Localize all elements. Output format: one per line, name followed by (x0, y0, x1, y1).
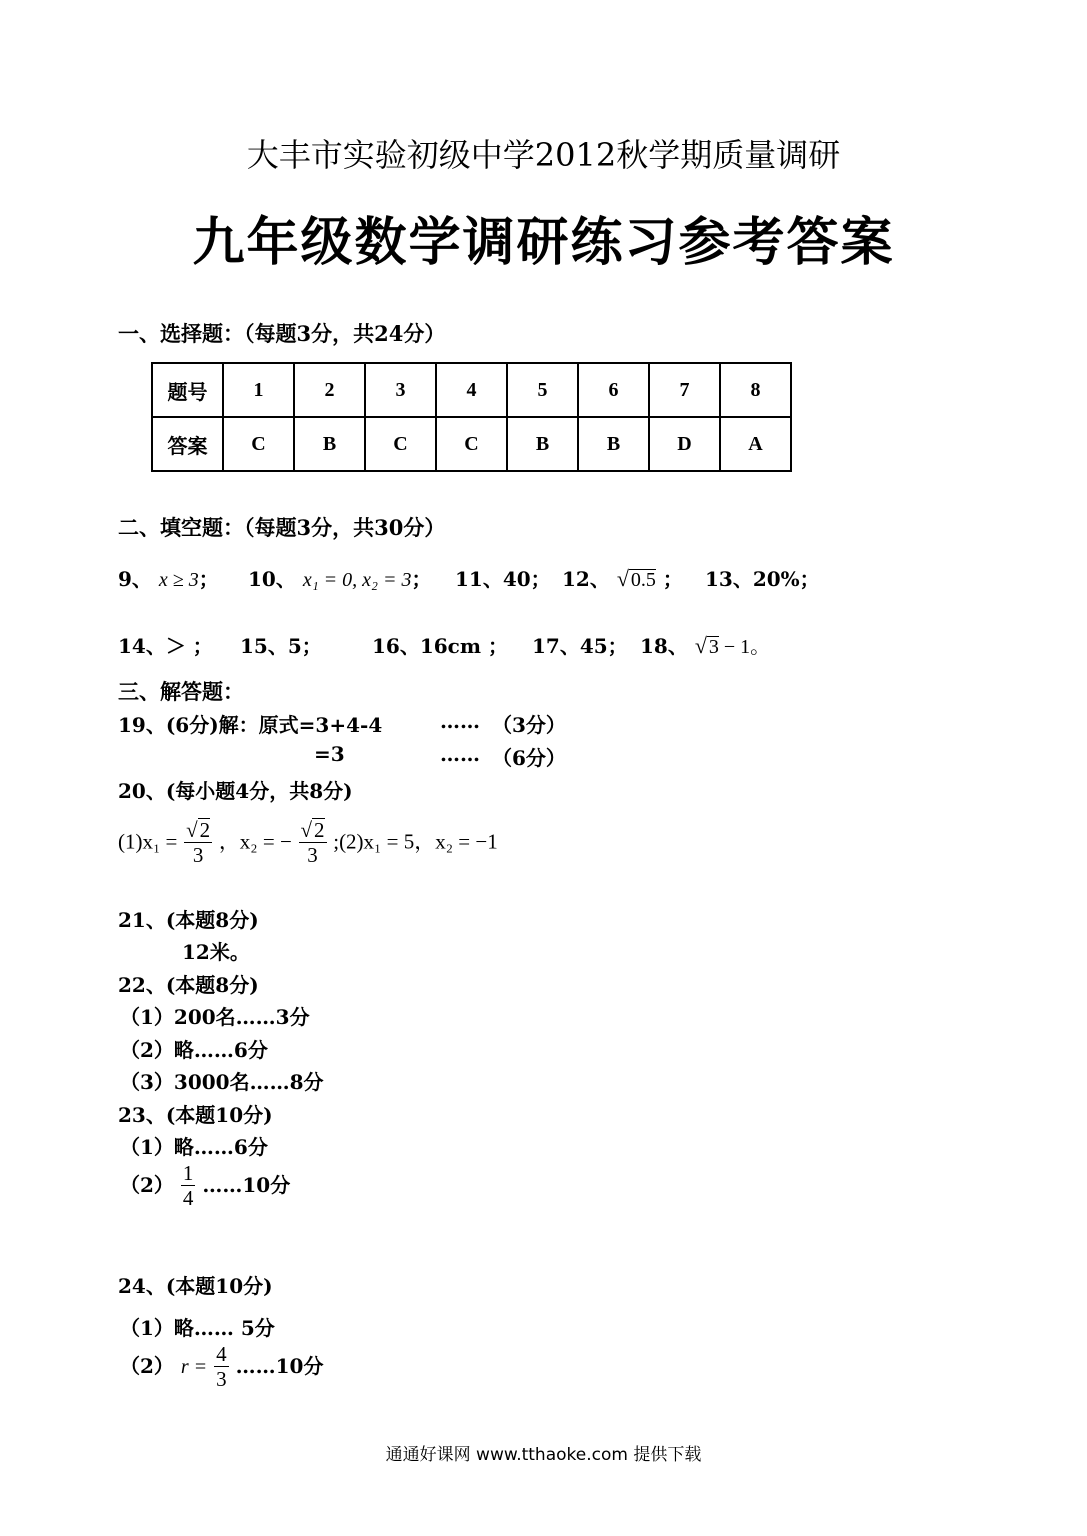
table-cell: 2 (294, 363, 365, 417)
answer-table (151, 362, 792, 472)
q13: 13、20%； (705, 567, 820, 591)
q23-part1: （1）略……6分 (120, 1135, 268, 1159)
q9: 9、 x ≥ 3； (118, 567, 219, 591)
page-title: 九年级数学调研练习参考答案 (192, 213, 895, 273)
q11: 11、40； (455, 567, 551, 591)
q20-answer (118, 818, 498, 868)
footer-text: 通通好课网 www.tthaoke.com 提供下载 (385, 1445, 702, 1465)
q24-part1: （1）略…… 5分 (120, 1316, 275, 1340)
q12-label: 12、 (562, 567, 610, 591)
q22-part3: （3）3000名……8分 (120, 1070, 324, 1094)
table-cell: 6 (578, 363, 649, 417)
q20-part3: ;(2)x₁ = 5，x₂ = −1 (333, 829, 498, 854)
section3-heading: 三、解答题： (118, 679, 244, 704)
subtitle: 大丰市实验初级中学2012秋学期质量调研 (246, 136, 841, 174)
q9-answer: x ≥ 3 (158, 569, 199, 591)
q12-answer: 0.5 (630, 569, 656, 591)
table-cell: D (649, 417, 720, 471)
table-cell: C (436, 417, 507, 471)
table-cell: B (507, 417, 578, 471)
q20-part2: ，x₂ = − (218, 829, 292, 854)
q21-heading: 21、(本题8分) (118, 908, 259, 932)
q21-answer: 12米。 (182, 940, 250, 964)
q10-label: 10、 (248, 567, 296, 591)
table-cell: A (720, 417, 791, 471)
q16: 16、16cm ； (372, 634, 508, 658)
q19-line2: =3 (314, 742, 345, 766)
q10-answer: x₁ = 0, x₂ = 3 (302, 569, 412, 591)
q18: 18、 √ 3 − 1。 (640, 633, 771, 658)
table-cell: C (365, 417, 436, 471)
q19-dots1: …… (440, 709, 480, 733)
q24-heading: 24、(本题10分) (118, 1274, 273, 1298)
q22-part2: （2）略……6分 (120, 1038, 268, 1062)
q23-heading: 23、(本题10分) (118, 1103, 273, 1127)
table-cell: B (294, 417, 365, 471)
table-row (152, 363, 791, 417)
q18-tail: − 1。 (718, 636, 771, 658)
q19-score2: （6分） (492, 746, 566, 770)
table-cell: 4 (436, 363, 507, 417)
table-cell: 1 (223, 363, 294, 417)
q22-part1: （1）200名……3分 (120, 1005, 310, 1029)
row-label-question: 题号 (152, 363, 223, 417)
row-label-answer: 答案 (152, 417, 223, 471)
table-cell: 8 (720, 363, 791, 417)
q12: 12、 √ 0.5 ； (562, 566, 683, 591)
table-cell: C (223, 417, 294, 471)
table-cell: 7 (649, 363, 720, 417)
q20-fraction-1: $\frac{√2}{3}$ (186, 818, 211, 868)
table-row (152, 417, 791, 471)
q23-part2: （2） $\frac{1}{4}$ ……10分 (120, 1161, 291, 1211)
q23-fraction: $\frac{1}{4}$ (182, 1161, 194, 1211)
q24-part2: （2） r = $\frac{4}{3}$ ……10分 (120, 1342, 324, 1392)
q10: 10、 x₁ = 0, x₂ = 3； (248, 567, 432, 591)
q20-fraction-2: $\frac{√2}{3}$ (300, 818, 325, 868)
section2-heading: 二、填空题：（每题3分，共30分） (118, 515, 446, 540)
q9-label: 9、 (118, 567, 152, 591)
q18-root: 3 (708, 636, 719, 658)
section1-heading: 一、选择题：（每题3分，共24分） (118, 321, 446, 346)
q19-line1: 19、(6分)解：原式=3+4-4 (118, 713, 383, 737)
q17: 17、45； (532, 634, 628, 658)
q19-score1: （3分） (492, 713, 566, 737)
table-cell: 5 (507, 363, 578, 417)
q18-label: 18、 (640, 634, 688, 658)
q24-fraction: $\frac{4}{3}$ (216, 1342, 227, 1392)
q15: 15、5； (240, 634, 322, 658)
table-cell: B (578, 417, 649, 471)
q20-part1: (1)x₁ = (118, 829, 178, 854)
q20-heading: 20、(每小题4分，共8分) (118, 779, 353, 803)
table-cell: 3 (365, 363, 436, 417)
q22-heading: 22、(本题8分) (118, 973, 259, 997)
q14: 14、＞ ； (118, 634, 213, 658)
q19-dots2: …… (440, 742, 480, 766)
